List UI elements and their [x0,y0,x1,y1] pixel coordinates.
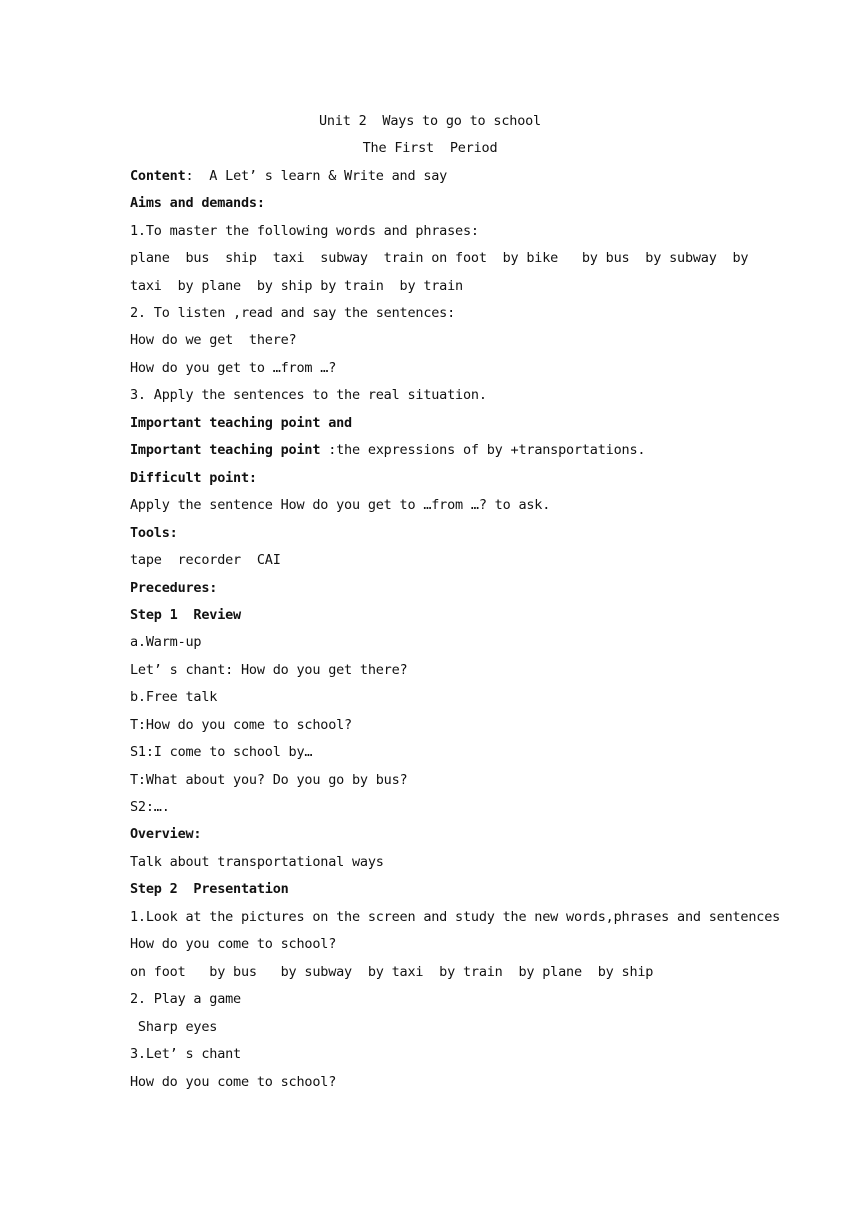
important-text: :the expressions of by +transportations. [320,442,646,458]
game-name: Sharp eyes [130,1019,218,1035]
dialogue-t1: T:How do you come to school? [130,717,352,733]
aims-words-line-1: plane bus ship taxi subway train on foot by bike by bus by subway by [130,250,749,266]
aims-item-3: 3. Apply the sentences to the real situation. [130,387,487,403]
aims-item-1: 1.To master the following words and phrases: [130,223,479,239]
important-label: Important teaching point [130,442,321,458]
step1-heading: Step 1 Review [130,607,241,623]
dialogue-t2: T:What about you? Do you go by bus? [130,772,408,788]
difficult-text: Apply the sentence How do you get to …from …? to ask. [130,497,551,513]
content-line [130,167,447,185]
tools-heading: Tools: [130,525,178,541]
procedures-heading: Precedures: [130,580,218,596]
presentation-item-2: 2. Play a game [130,991,241,1007]
aims-words-line-2: taxi by plane by ship by train by train [130,278,463,294]
aims-sentence-1: How do we get there? [130,332,297,348]
content-text: : A Let’ s learn & Write and say [185,168,448,184]
overview-heading: Overview: [130,826,202,842]
chant-question: How do you come to school? [130,1074,337,1090]
presentation-words: on foot by bus by subway by taxi by train by plane by ship [130,964,654,980]
important-heading: Important teaching point and [130,415,352,431]
difficult-heading: Difficult point: [130,470,257,486]
aims-item-2: 2. To listen ,read and say the sentences: [130,305,456,321]
aims-heading: Aims and demands: [130,195,265,211]
important-line [130,441,645,459]
document-title: Unit 2 Ways to go to school [319,113,541,129]
document-subtitle: The First Period [362,140,498,156]
dialogue-s1: S1:I come to school by… [130,744,313,760]
presentation-item-3: 3.Let’ s chant [130,1046,241,1062]
warmup-line: a.Warm-up [130,634,202,650]
presentation-question: How do you come to school? [130,936,337,952]
chant-line: Let’ s chant: How do you get there? [130,662,408,678]
aims-sentence-2: How do you get to …from …? [130,360,337,376]
dialogue-s2: S2:…. [130,799,170,815]
freetalk-line: b.Free talk [130,689,218,705]
overview-text: Talk about transportational ways [130,854,384,870]
content-label: Content [130,168,186,184]
tools-text: tape recorder CAI [130,552,281,568]
step2-heading: Step 2 Presentation [130,881,289,897]
presentation-item-1: 1.Look at the pictures on the screen and study the new words,phrases and sentences [130,909,781,925]
